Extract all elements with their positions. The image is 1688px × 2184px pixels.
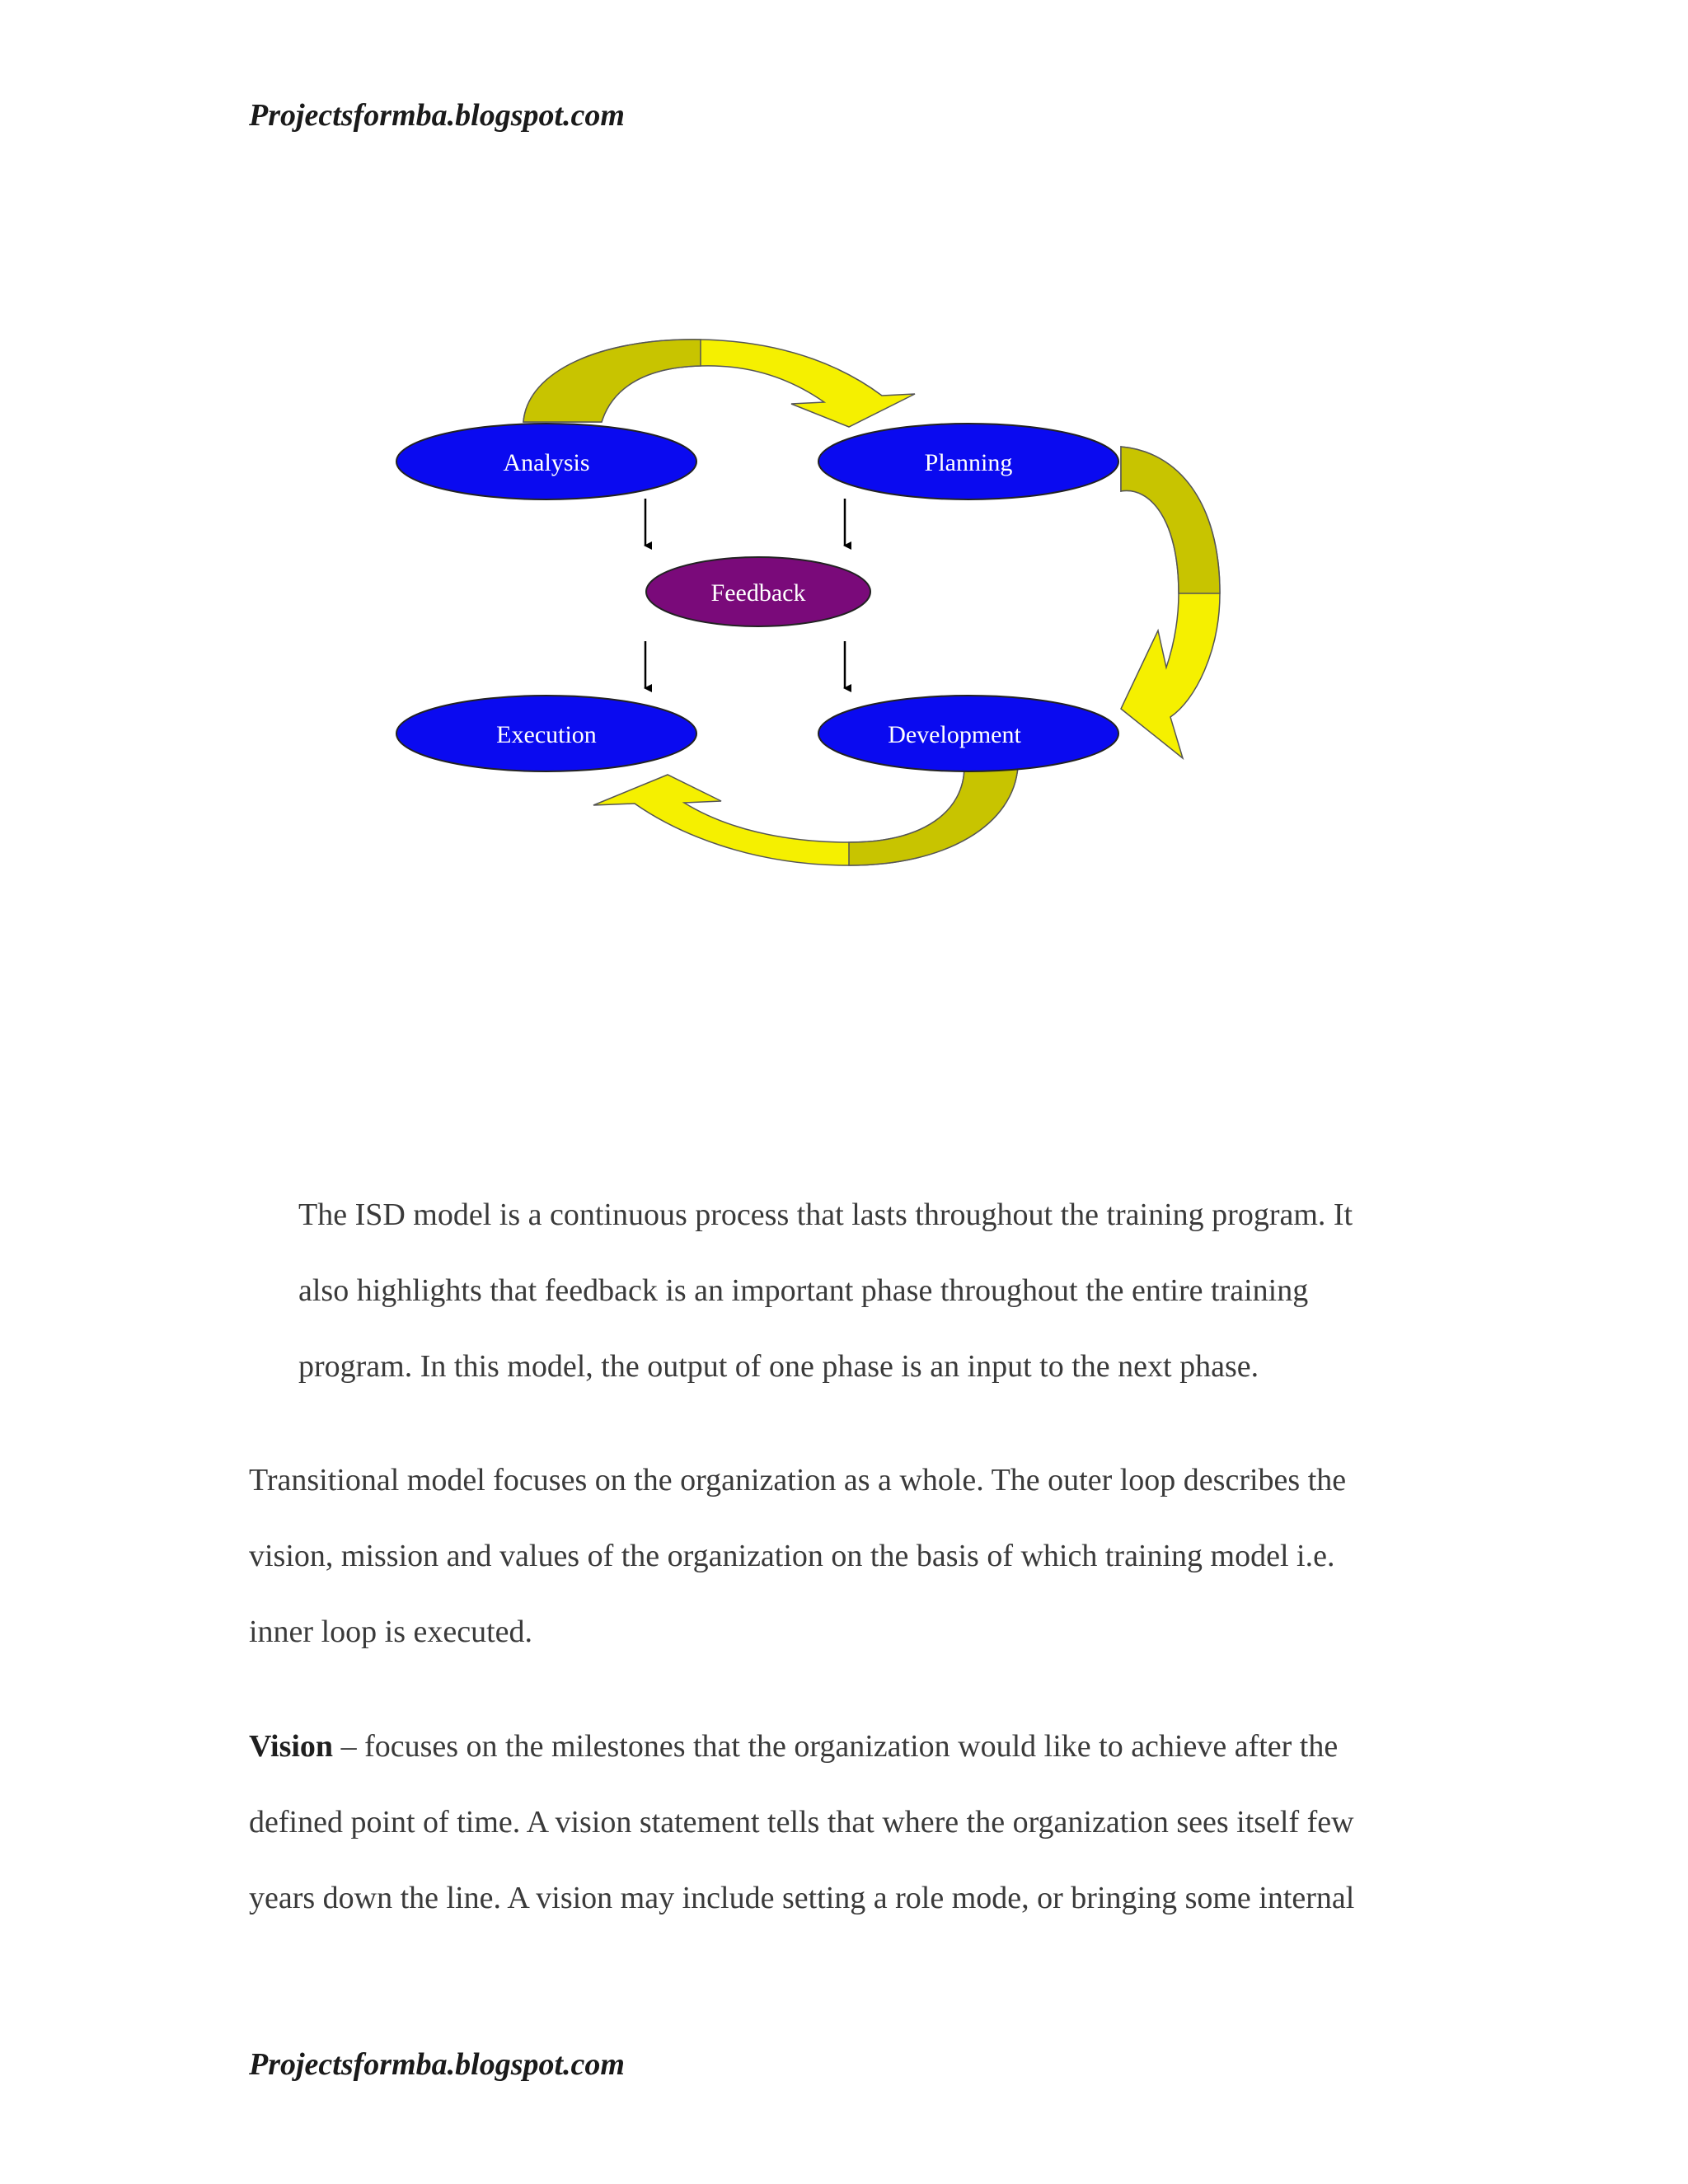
- isd-model-diagram: [387, 330, 1294, 890]
- node-execution: [396, 696, 696, 771]
- isd-paragraph: [298, 1177, 1485, 1404]
- node-development-label: Development: [888, 721, 1021, 748]
- node-analysis-label: Analysis: [503, 449, 590, 476]
- vision-first-line-text: – focuses on the milestones that the organization would like to achieve after the: [333, 1729, 1339, 1764]
- node-feedback: [646, 557, 870, 626]
- transitional-paragraph-line: vision, mission and values of the organization on the basis of which training model i.e.: [249, 1539, 1335, 1573]
- isd-paragraph-line: also highlights that feedback is an important phase throughout the entire training: [298, 1273, 1309, 1308]
- node-planning: [818, 424, 1118, 499]
- transitional-paragraph-line: Transitional model focuses on the organization as a whole. The outer loop describes the: [249, 1463, 1347, 1497]
- transitional-paragraph-line: inner loop is executed.: [249, 1615, 533, 1649]
- node-planning-label: Planning: [924, 449, 1013, 476]
- page-header-site: Projectsformba.blogspot.com: [249, 98, 625, 133]
- vision-paragraph: [249, 1708, 1452, 1936]
- isd-paragraph-line: The ISD model is a continuous process that lasts throughout the training program. It: [298, 1197, 1353, 1232]
- node-execution-label: Execution: [496, 721, 597, 748]
- vision-term: Vision: [249, 1729, 334, 1764]
- node-development: [818, 696, 1118, 771]
- transitional-paragraph: [249, 1442, 1452, 1670]
- vision-paragraph-first-line: [249, 1708, 1452, 1784]
- vision-paragraph-line: years down the line. A vision may include setting a role mode, or bringing some internal: [249, 1881, 1355, 1915]
- isd-paragraph-line: program. In this model, the output of one phase is an input to the next phase.: [298, 1349, 1259, 1384]
- page-footer-site: Projectsformba.blogspot.com: [249, 2047, 625, 2082]
- vision-paragraph-line: defined point of time. A vision statement tells that where the organization sees itself few: [249, 1805, 1354, 1840]
- node-analysis: [396, 424, 696, 499]
- node-feedback-label: Feedback: [710, 579, 806, 607]
